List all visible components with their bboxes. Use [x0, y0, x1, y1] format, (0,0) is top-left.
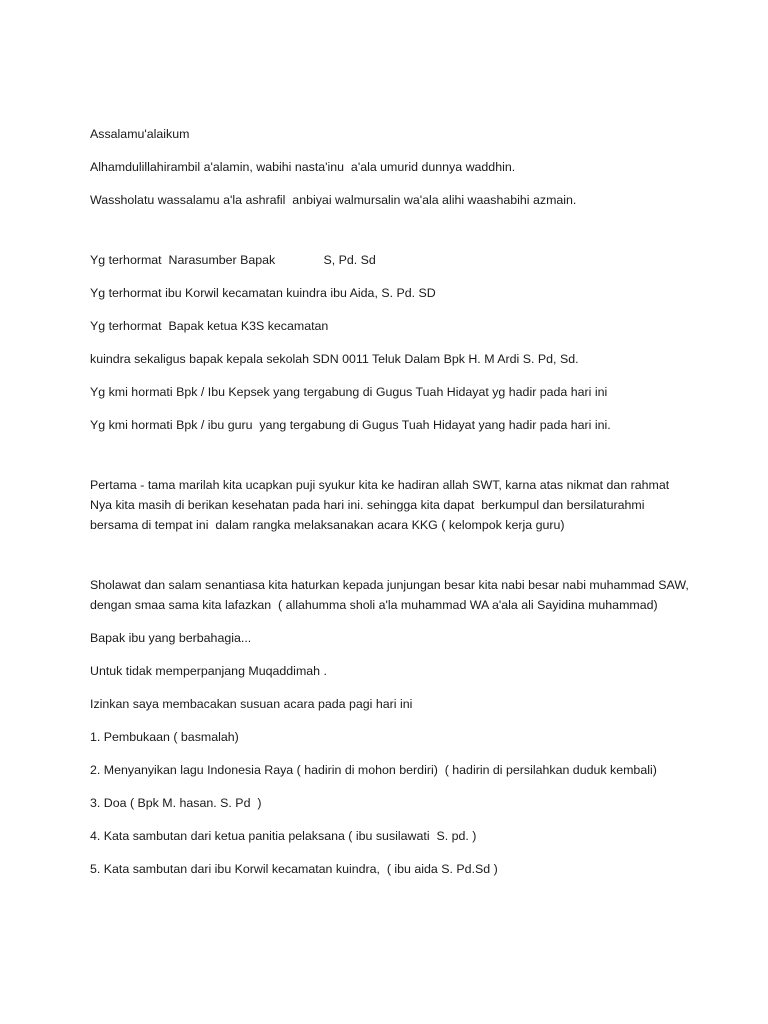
salutation-k3s: Yg terhormat Bapak ketua K3S kecamatan — [90, 319, 329, 333]
opening-salawat-line: Wassholatu wassalamu a'la ashrafil anbiyai walmursalin wa'ala alihi waashabihi azmain. — [90, 193, 577, 207]
agenda-intro: Izinkan saya membacakan susuan acara pada pagi hari ini — [90, 697, 413, 711]
agenda-item-5: 5. Kata sambutan dari ibu Korwil kecamatan kuindra, ( ibu aida S. Pd.Sd ) — [90, 862, 498, 876]
agenda-item-4: 4. Kata sambutan dari ketua panitia pelaksana ( ibu susilawati S. pd. ) — [90, 829, 477, 843]
opening-praise-line: Alhamdulillahirambil a'alamin, wabihi nasta'inu a'ala umurid dunnya waddhin. — [90, 160, 516, 174]
audience-address: Bapak ibu yang berbahagia... — [90, 631, 252, 645]
salutation-teachers: Yg kmi hormati Bpk / ibu guru yang tergabung di Gugus Tuah Hidayat yang hadir pada hari ini. — [90, 418, 611, 432]
salutation-korwil: Yg terhormat ibu Korwil kecamatan kuindra ibu Aida, S. Pd. SD — [90, 286, 436, 300]
agenda-item-3: 3. Doa ( Bpk M. hasan. S. Pd ) — [90, 796, 262, 810]
salutation-principals: Yg kmi hormati Bpk / Ibu Kepsek yang tergabung di Gugus Tuah Hidayat yg hadir pada hari ini — [90, 385, 608, 399]
agenda-item-1: 1. Pembukaan ( basmalah) — [90, 730, 239, 744]
sholawat-paragraph: Sholawat dan salam senantiasa kita haturkan kepada junjungan besar kita nabi besar nabi muhammad SAW, dengan smaa sama kita lafazkan ( allahumma sholi a'la muhammad WA a'ala ali Sayidina muhammad) — [90, 578, 693, 612]
greeting-line: Assalamu'alaikum — [90, 127, 190, 141]
salutation-speaker: Yg terhormat Narasumber Bapak S, Pd. Sd — [90, 253, 376, 267]
salutation-k3s-continued: kuindra sekaligus bapak kepala sekolah SDN 0011 Teluk Dalam Bpk H. M Ardi S. Pd, Sd. — [90, 352, 579, 366]
muqaddimah-line: Untuk tidak memperpanjang Muqaddimah . — [90, 664, 327, 678]
document-body — [90, 124, 693, 892]
agenda-item-2: 2. Menyanyikan lagu Indonesia Raya ( hadirin di mohon berdiri) ( hadirin di persilahkan duduk kembali) — [90, 763, 657, 777]
gratitude-paragraph: Pertama - tama marilah kita ucapkan puji syukur kita ke hadiran allah SWT, karna atas nikmat dan rahmat Nya kita masih di berikan kesehatan pada hari ini. sehingga kita dapat berkumpul dan bersilaturahmi bersama di tempat ini dalam rangka melaksanakan acara KKG ( kelompok kerja guru) — [90, 478, 673, 532]
